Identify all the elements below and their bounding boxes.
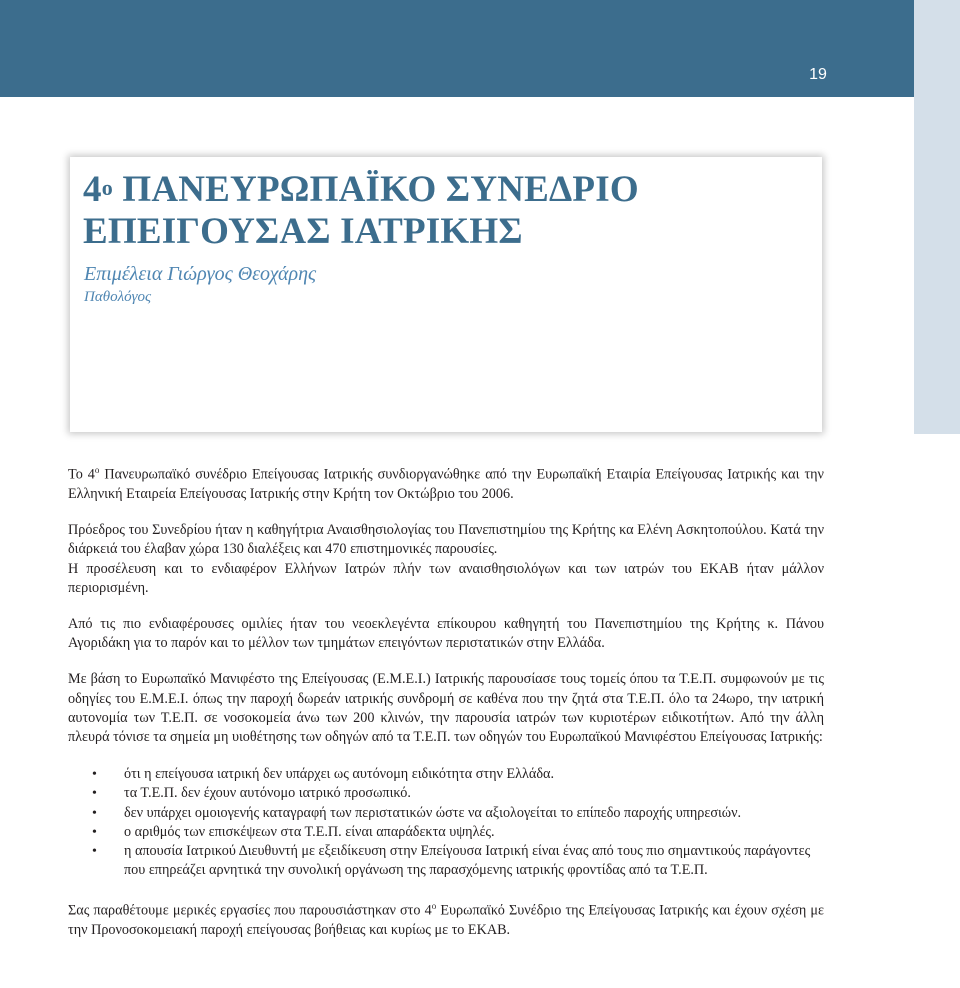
list-item: • ο αριθμός των επισκέψεων στα Τ.Ε.Π. είναι απαράδεκτα υψηλές. <box>68 823 824 842</box>
bullet-icon: • <box>92 786 97 802</box>
title-line-2: ΕΠΕΙΓΟΥΣΑΣ ΙΑΤΡΙΚΗΣ <box>83 211 523 252</box>
article-body <box>68 461 824 958</box>
article-title <box>83 169 639 253</box>
list-item: • τα Τ.Ε.Π. δεν έχουν αυτόνομο ιατρικό προσωπικό. <box>68 784 824 803</box>
paragraph-4: Από τις πιο ενδιαφέρουσες ομιλίες ήταν του νεοεκλεγέντα επίκουρου καθηγητή του Πανεπιστημίου της Κρήτης κ. Πάνου Αγοριδάκη για το παρόν και το μέλλον των τμημάτων επειγόντων περιστατικών στην Ελλάδα. <box>68 615 824 652</box>
bullet-icon: • <box>92 843 97 859</box>
title-line-1: ΠΑΝΕΥΡΩΠΑΪΚΟ ΣΥΝΕΔΡΙΟ <box>112 169 639 210</box>
bullet-icon: • <box>92 805 97 821</box>
editor-name: Επιμέλεια Γιώργος Θεοχάρης <box>84 263 317 285</box>
paragraph-5: Με βάση το Ευρωπαϊκό Μανιφέστο της Επείγουσας (Ε.Μ.Ε.Ι.) Ιατρικής παρουσίασε τους τομείς όπου τα Τ.Ε.Π. συμφωνούν με τις οδηγίες του Ε.Μ.Ε.Ι. όπως την παροχή δωρεάν ιατρικής συνδρομή σε καθένα που την ζητά στα Τ.Ε.Π. όλο τα 24ωρο, την ιατρική αυτονομία των Τ.Ε.Π. σε νοσοκομεία άνω των 200 κλινών, την παρουσία ιατρών των κυριοτέρων ειδικοτήτων. Από την άλλη πλευρά τόνισε τα σημεία μη υιοθέτησης των οδηγών από τα Τ.Ε.Π. των οδηγών του Ευρωπαϊκού Μανιφέστου Επείγουσας Ιατρικής: <box>68 671 824 745</box>
list-item: • δεν υπάρχει ομοιογενής καταγραφή των περιστατικών ώστε να αξιολογείται το επίπεδο παροχής υπηρεσιών. <box>68 804 824 823</box>
side-accent-band <box>914 0 960 434</box>
list-item: • ότι η επείγουσα ιατρική δεν υπάρχει ως αυτόνομη ειδικότητα στην Ελλάδα. <box>68 765 824 784</box>
bullet-icon: • <box>92 824 97 840</box>
paragraph-6: Σας παραθέτουμε μερικές εργασίες που παρουσιάστηκαν στο $4^o$ Ευρωπαϊκό Συνέδριο της Επείγουσας Ιατρικής και έχουν σχέση με την Προνοσοκομειακή παροχή επείγουσας βοήθειας και κυρίως με το ΕΚΑΒ. <box>68 901 824 939</box>
bullet-icon: • <box>92 767 97 783</box>
title-ordinal: ο <box>101 175 113 200</box>
list-item: • η απουσία Ιατρικού Διευθυντή με εξειδίκευση στην Επείγουσα Ιατρική είναι ένας από τους πιο σημαντικούς παράγοντες που επηρεάζει αρνητικά την συνολική οργάνωση της παρασχόμενης ιατρικής φροντίδας από τα Τ.Ε.Π. <box>92 842 811 879</box>
paragraph-1: Το $4^o$ Πανευρωπαϊκό συνέδριο Επείγουσας Ιατρικής συνδιοργανώθηκε από την Ευρωπαϊκή Εταιρία Επείγουσας Ιατρικής και την Ελληνική Εταιρεία Επείγουσας Ιατρικής στην Κρήτη τον Οκτώβριο του 2006. <box>68 465 824 502</box>
editor-role: Παθολόγος <box>84 289 152 305</box>
bullet-list <box>68 765 824 880</box>
paragraph-3: Η προσέλευση και το ενδιαφέρον Ελλήνων Ιατρών πλήν των αναισθησιολόγων και των ιατρών του ΕΚΑΒ ήταν μάλλον περιορισμένη. <box>68 560 824 596</box>
title-box <box>70 157 822 432</box>
header-band <box>0 0 914 97</box>
title-number: 4 <box>83 169 102 210</box>
paragraph-2: Πρόεδρος του Συνεδρίου ήταν η καθηγήτρια Αναισθησιολογίας του Πανεπιστημίου της Κρήτης κα Ελένη Ασκητοπούλου. Κατά την διάρκειά του έλαβαν χώρα 130 διαλέξεις και 470 επιστημονικές παρουσίες. <box>68 522 824 558</box>
page-number: 19 <box>809 66 827 83</box>
